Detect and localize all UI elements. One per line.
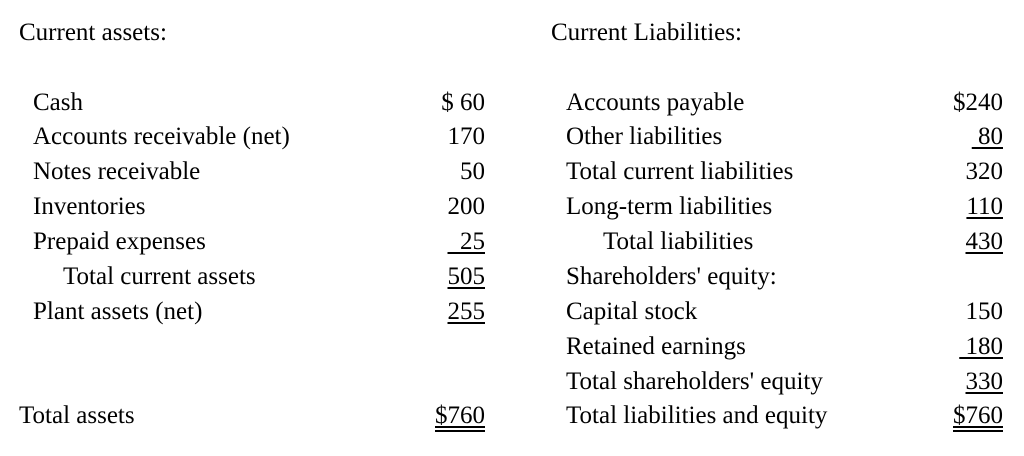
asset-value-prepaid-expenses: 25 xyxy=(460,228,485,255)
total-assets-label: Total assets xyxy=(19,402,135,429)
liability-value-long-term-liabilities: 110 xyxy=(966,193,1003,220)
asset-label-prepaid-expenses: Prepaid expenses xyxy=(33,228,206,255)
liability-label-total-liabilities: Total liabilities xyxy=(603,228,754,255)
equity-value-capital-stock: 150 xyxy=(965,298,1003,325)
liability-label-accounts-payable: Accounts payable xyxy=(566,89,745,116)
asset-value-accounts-receivable: 170 xyxy=(447,123,485,150)
liability-label-other-liabilities: Other liabilities xyxy=(566,123,723,150)
current-liabilities-heading: Current Liabilities: xyxy=(551,19,742,46)
total-assets-value: $760 xyxy=(435,402,485,429)
total-liabilities-equity-value: $760 xyxy=(953,402,1003,429)
asset-label-plant-assets: Plant assets (net) xyxy=(33,298,203,325)
asset-value-plant-assets: 255 xyxy=(447,298,485,325)
asset-value-inventories: 200 xyxy=(447,193,485,220)
total-liabilities-equity-label: Total liabilities and equity xyxy=(566,402,828,429)
equity-label-retained-earnings: Retained earnings xyxy=(566,333,746,360)
asset-label-accounts-receivable: Accounts receivable (net) xyxy=(33,123,290,150)
liability-value-other-liabilities: 80 xyxy=(978,123,1003,150)
asset-label-notes-receivable: Notes receivable xyxy=(33,158,201,185)
liability-value-accounts-payable: $240 xyxy=(953,89,1003,116)
equity-value-total-shareholders-equity: 330 xyxy=(965,368,1003,395)
asset-label-inventories: Inventories xyxy=(33,193,146,220)
equity-value-retained-earnings: 180 xyxy=(965,333,1003,360)
asset-label-total-current-assets: Total current assets xyxy=(63,263,256,290)
current-assets-heading: Current assets: xyxy=(19,19,167,46)
liability-label-long-term-liabilities: Long-term liabilities xyxy=(566,193,773,220)
asset-value-cash: $ 60 xyxy=(441,89,485,116)
liability-value-total-liabilities: 430 xyxy=(965,228,1003,255)
shareholders-equity-heading: Shareholders' equity: xyxy=(566,263,777,290)
liability-label-total-current-liabilities: Total current liabilities xyxy=(566,158,794,185)
equity-label-capital-stock: Capital stock xyxy=(566,298,698,325)
equity-label-total-shareholders-equity: Total shareholders' equity xyxy=(566,368,823,395)
liability-value-total-current-liabilities: 320 xyxy=(965,158,1003,185)
asset-value-total-current-assets: 505 xyxy=(447,263,485,290)
asset-label-cash: Cash xyxy=(33,89,83,116)
asset-value-notes-receivable: 50 xyxy=(460,158,485,185)
